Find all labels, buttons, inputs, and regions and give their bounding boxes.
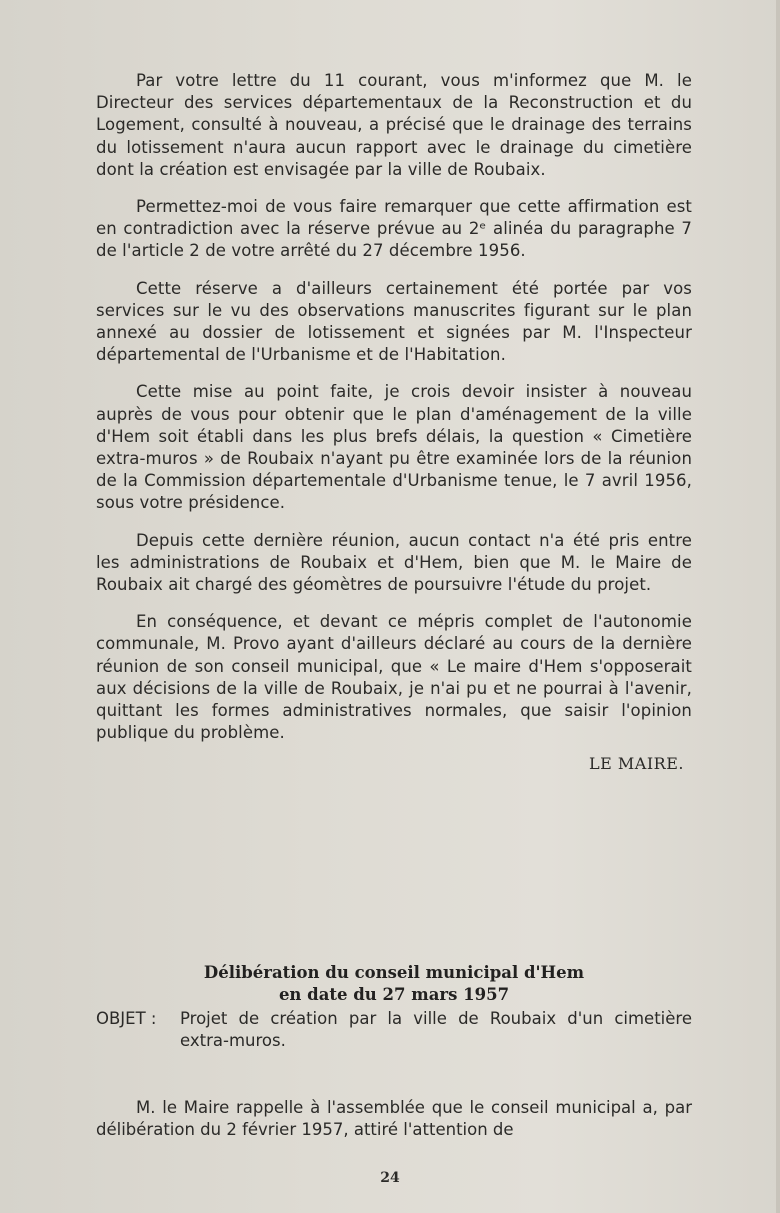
letter-paragraph-4: Cette mise au point faite, je crois devoir insister à nouveau auprès de vous pour obtenir que le plan d'aménagement de la ville d'Hem soit établi dans les plus brefs délais, la question « Cimetière extra-muros » de Roubaix n'ayant pu être examinée lors de la réunion de la Commission départementale d'Urbanisme tenue, le 7 avril 1956, sous votre présidence. [96, 382, 692, 513]
letter-body [96, 70, 692, 776]
objet-label: OBJET : [96, 1009, 157, 1028]
objet-row [96, 1008, 692, 1052]
page-number: 24 [380, 1170, 400, 1186]
page-edge [776, 0, 780, 1213]
deliberation-heading [96, 962, 692, 1006]
deliberation-heading-line-1: Délibération du conseil municipal d'Hem [203, 963, 585, 982]
deliberation-objet [96, 1008, 692, 1052]
letter-paragraph-2: Permettez-moi de vous faire remarquer que cette affirmation est en contradiction avec la réserve prévue au 2ᵉ alinéa du paragraphe 7 de l'article 2 de votre arrêté du 27 décembre 1956. [96, 197, 692, 261]
letter-paragraph-5: Depuis cette dernière réunion, aucun contact n'a été pris entre les administrations de Roubaix et d'Hem, bien que M. le Maire de Roubaix ait chargé des géomètres de poursuivre l'étude du projet. [96, 530, 692, 595]
deliberation-paragraph-1: M. le Maire rappelle à l'assemblée que le conseil municipal a, par délibération du 2 février 1957, attiré l'attention de [96, 1098, 692, 1140]
letter-paragraph-3: Cette réserve a d'ailleurs certainement été portée par vos services sur le vu des observations manuscrites figurant sur le plan annexé au dossier de lotissement et signées par M. l'Inspecteur départemental de l'Urbanisme et de l'Habitation. [96, 278, 692, 365]
objet-text: Projet de création par la ville de Roubaix d'un cimetière extra-muros. [180, 1009, 692, 1051]
deliberation-body [96, 1097, 692, 1141]
letter-paragraph-6: En conséquence, et devant ce mépris complet de l'autonomie communale, M. Provo ayant d'ailleurs déclaré au cours de la dernière réunion de son conseil municipal, que « Le maire d'Hem s'opposerait aux décisions de la ville de Roubaix, je n'ai pu et ne pourrai à l'avenir, quittant les formes administratives normales, que saisir l'opinion publique du problème. [96, 612, 692, 743]
letter-signature: LE MAIRE. [589, 754, 684, 774]
deliberation-heading-line-2: en date du 27 mars 1957 [278, 985, 510, 1004]
letter-paragraph-1: Par votre lettre du 11 courant, vous m'informez que M. le Directeur des services départementaux de la Reconstruction et du Logement, consulté à nouveau, a précisé que le drainage des terrains du lotissement n'aura aucun rapport avec le drainage du cimetière dont la création est envisagée par la ville de Roubaix. [96, 71, 692, 179]
